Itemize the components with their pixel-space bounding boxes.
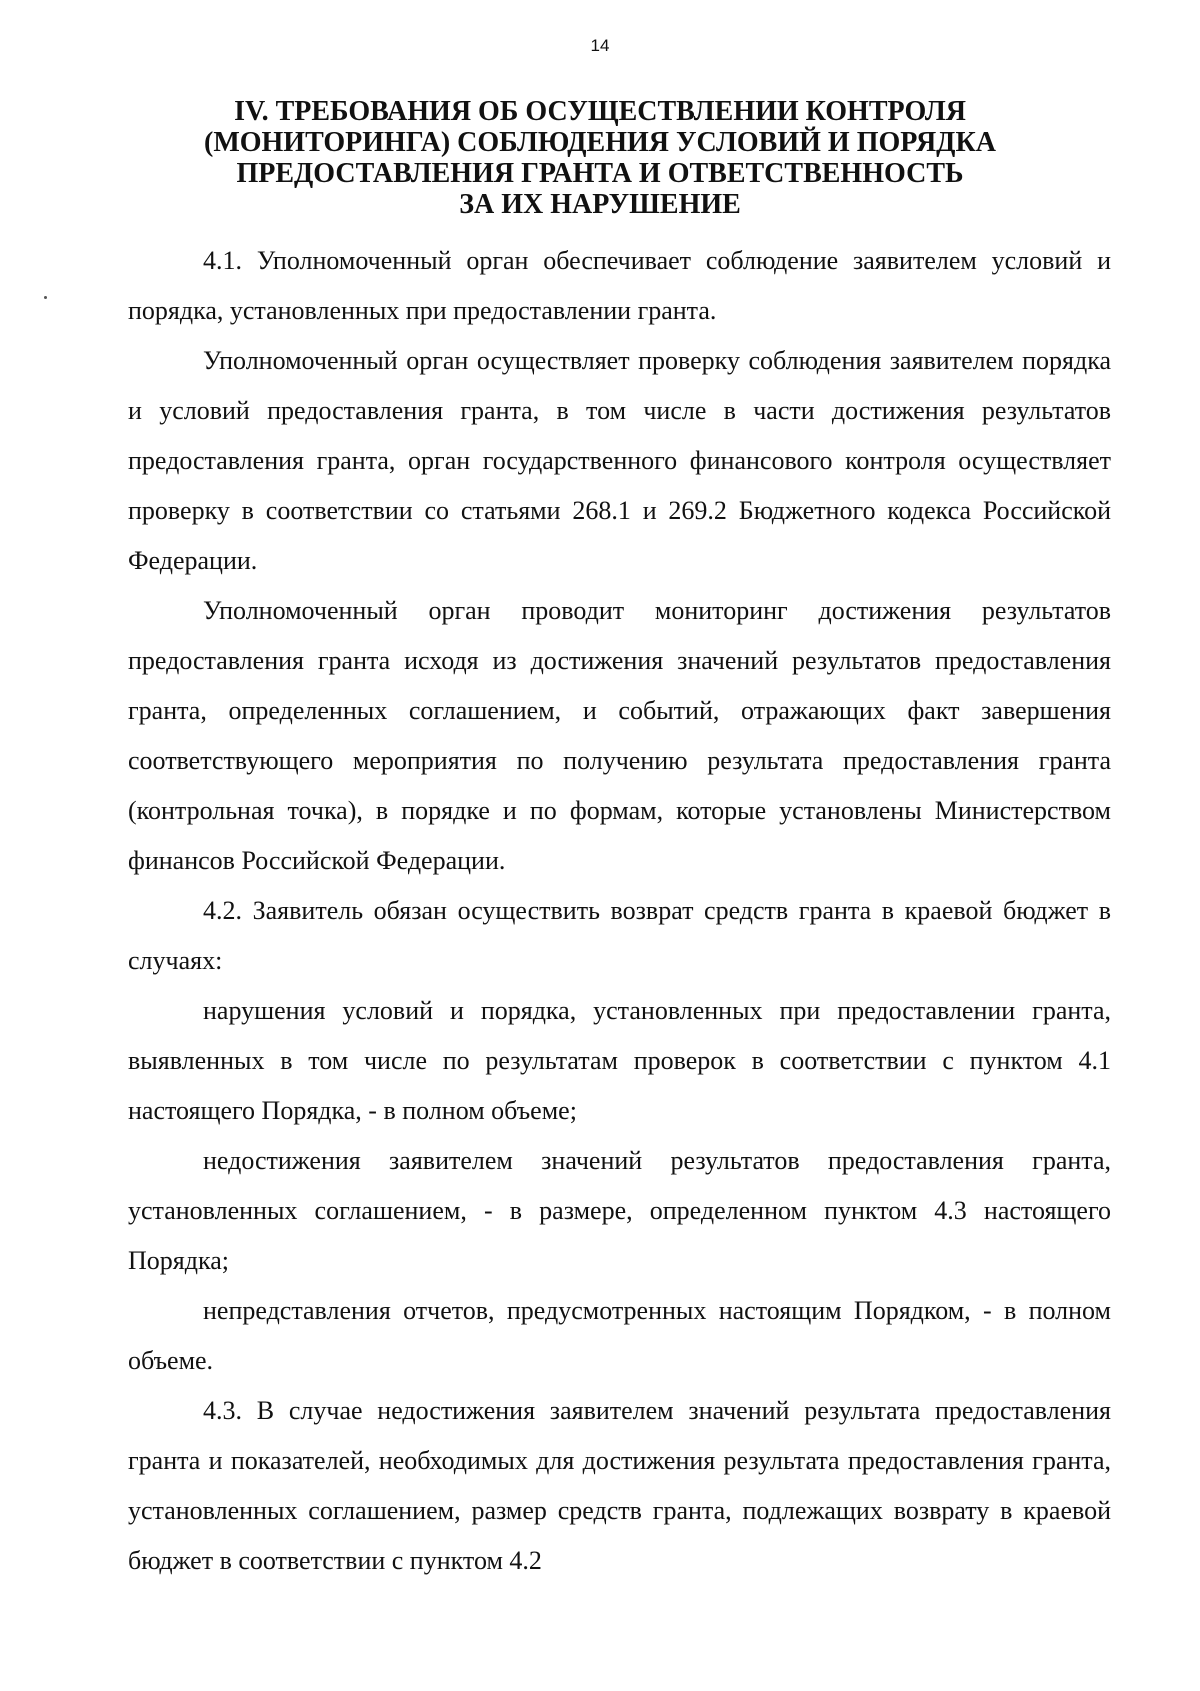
- heading-line: (МОНИТОРИНГА) СОБЛЮДЕНИЯ УСЛОВИЙ И ПОРЯДКА: [204, 127, 996, 158]
- paragraph-violation-case: нарушения условий и порядка, установленных при предоставлении гранта, выявленных в том числе по результатам проверок в соответствии с пунктом 4.1 настоящего Порядка, - в полном объеме;: [128, 996, 1111, 1125]
- document-body: [128, 236, 1111, 1586]
- section-heading: [120, 96, 1080, 220]
- paragraph-4-2: 4.2. Заявитель обязан осуществить возврат средств гранта в краевой бюджет в случаях:: [128, 896, 1111, 975]
- heading-line: ПРЕДОСТАВЛЕНИЯ ГРАНТА И ОТВЕТСТВЕННОСТЬ: [236, 158, 964, 189]
- page-number: 14: [590, 36, 610, 55]
- paragraph-4-1: 4.1. Уполномоченный орган обеспечивает соблюдение заявителем условий и порядка, установленных при предоставлении гранта.: [128, 246, 1111, 325]
- heading-line: IV. ТРЕБОВАНИЯ ОБ ОСУЩЕСТВЛЕНИИ КОНТРОЛЯ: [234, 96, 966, 127]
- paragraph-monitoring: Уполномоченный орган проводит мониторинг достижения результатов предоставления гранта исходя из достижения значений результатов предоставления гранта, определенных соглашением, и событий, отражающих факт завершения соответствующего мероприятия по получению результата предоставления гранта (контрольная точка), в порядке и по формам, которые установлены Министерством финансов Российской Федерации.: [128, 596, 1111, 875]
- paragraph-4-3: 4.3. В случае недостижения заявителем значений результата предоставления гранта и показателей, необходимых для достижения результата предоставления гранта, установленных соглашением, размер средств гранта, подлежащих возврату в краевой бюджет в соответствии с пунктом 4.2: [128, 1396, 1111, 1575]
- heading-line: ЗА ИХ НАРУШЕНИЕ: [459, 189, 741, 220]
- paragraph-no-reports-case: непредставления отчетов, предусмотренных настоящим Порядком, - в полном объеме.: [128, 1296, 1111, 1375]
- scan-speck: [44, 296, 47, 299]
- paragraph-inspection: Уполномоченный орган осуществляет проверку соблюдения заявителем порядка и условий предоставления гранта, в том числе в части достижения результатов предоставления гранта, орган государственного финансового контроля осуществляет проверку в соответствии со статьями 268.1 и 269.2 Бюджетного кодекса Российской Федерации.: [128, 346, 1111, 575]
- paragraph-underachievement-case: недостижения заявителем значений результатов предоставления гранта, установленных соглашением, - в размере, определенном пунктом 4.3 настоящего Порядка;: [128, 1146, 1111, 1275]
